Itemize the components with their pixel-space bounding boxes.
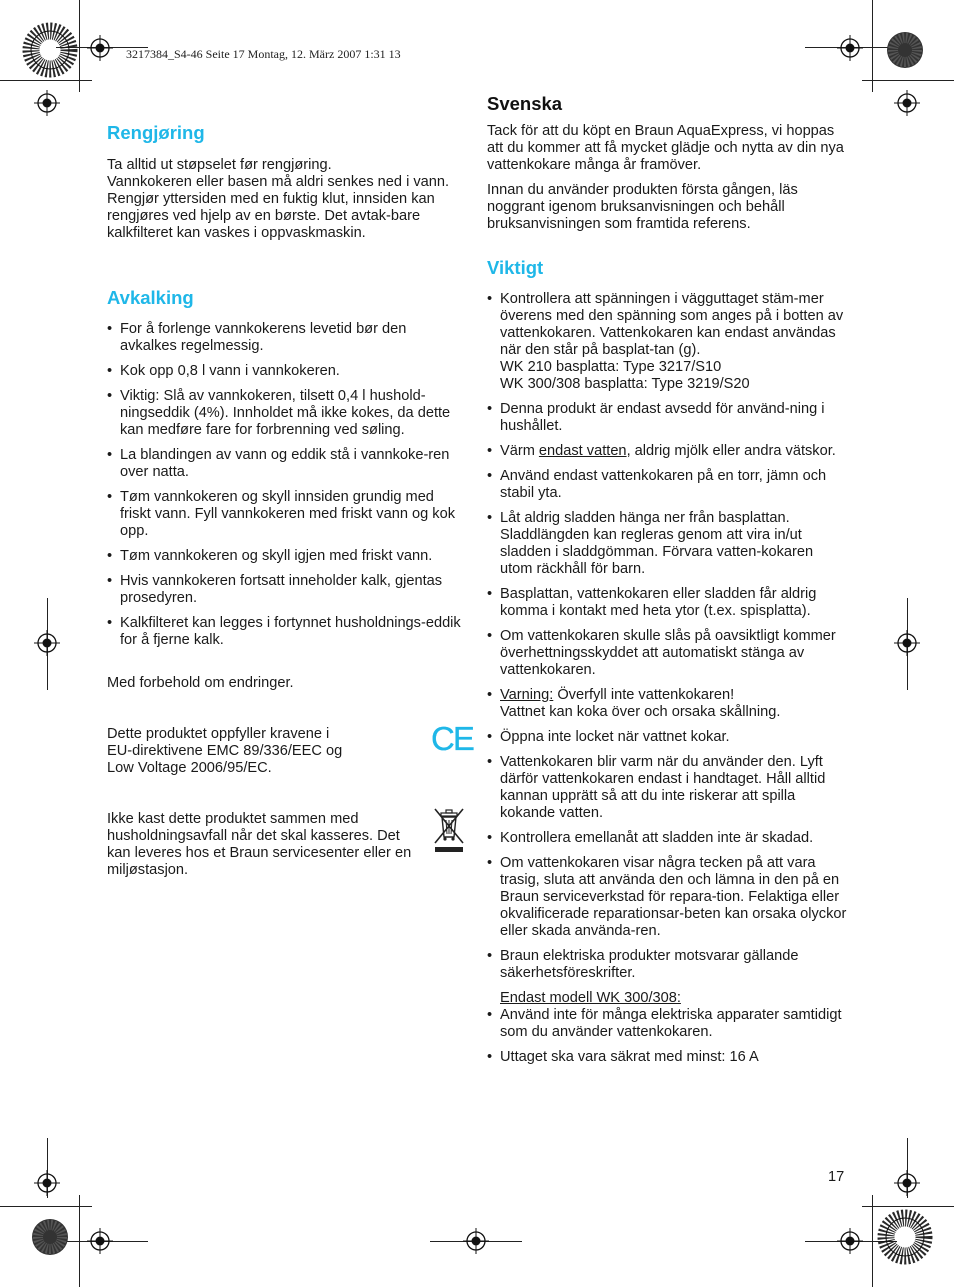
registration-target-icon xyxy=(87,1228,113,1254)
starburst-calibration-icon xyxy=(30,1217,70,1257)
list-item: • Tøm vannkokeren og skyll innsiden grundig med friskt vann. Fyll vannkokeren med friskt vann og kok opp. xyxy=(107,489,467,540)
ce-compliance-block xyxy=(107,720,473,777)
list-item-text: , aldrig mjölk eller andra vätskor. xyxy=(626,443,836,459)
list-item xyxy=(487,687,849,721)
ce-mark-icon xyxy=(431,720,473,758)
list-item: • For å forlenge vannkokerens levetid bør den avkalkes regelmessig. xyxy=(107,321,467,355)
list-item: • Denna produkt är endast avsedd för använd-ning i hushållet. xyxy=(487,401,849,435)
list-item: • Låt aldrig sladden hänga ner från basplattan. Sladdlängden kan regleras genom att vira in/ut sladden i sladdgömman. Förvara vatten-kokaren utom räckhåll för barn. xyxy=(487,510,849,578)
important-list xyxy=(487,291,849,982)
right-column xyxy=(487,93,849,1074)
descaling-heading: Avkalking xyxy=(107,287,194,308)
list-item: • Använd endast vattenkokaren på en torr, jämn och stabil yta. xyxy=(487,468,849,502)
list-item xyxy=(487,291,849,393)
list-item: • Om vattenkokaren visar några tecken på att vara trasig, sluta att använda den och lämna in den på en Braun serviceverkstad för repara-tion. Felaktiga eller okvalificerade reparationsar-beten kan orsaka olyckor eller skada använda-ren. xyxy=(487,855,849,940)
intro-paragraph-2: Innan du använder produkten första gången, läs noggrant igenom bruksanvisningen och behåll bruksanvisningen som framtida referens. xyxy=(487,182,798,232)
ce-compliance-text: Dette produktet oppfyller kravene i EU-direktivene EMC 89/336/EEC og Low Voltage 2006/95/EC. xyxy=(107,726,343,776)
starburst-calibration-icon xyxy=(885,1217,925,1257)
emphasis-underlined: endast vatten xyxy=(538,443,627,459)
registration-target-icon xyxy=(34,630,60,656)
list-item-text: Överfyll inte vattenkokaren! xyxy=(553,687,735,703)
model-note xyxy=(487,990,849,1007)
registration-target-icon xyxy=(87,35,113,61)
baseplate-type-wk300: WK 300/308 basplatta: Type 3219/S20 xyxy=(500,376,750,392)
starburst-calibration-icon xyxy=(885,30,925,70)
ce-mark-label: CE xyxy=(431,720,473,757)
crossed-out-bin-icon xyxy=(433,807,465,853)
registration-target-icon xyxy=(34,90,60,116)
registration-target-icon xyxy=(894,1170,920,1196)
language-heading: Svenska xyxy=(487,93,563,114)
registration-target-icon xyxy=(34,1170,60,1196)
page-number: 17 xyxy=(828,1169,845,1185)
list-item: • Kalkfilteret kan legges i fortynnet husholdnings-eddik for å fjerne kalk. xyxy=(107,615,467,649)
list-item: • Kok opp 0,8 l vann i vannkokeren. xyxy=(107,363,467,380)
cleaning-paragraph-1: Ta alltid ut støpselet før rengjøring. Vannkokeren eller basen må aldri senkes ned i vann. xyxy=(107,157,450,190)
disposal-text: Ikke kast dette produktet sammen med husholdningsavfall når det skal kasseres. Det kan leveres hos et Braun servicesenter eller en miljøstasjon. xyxy=(107,811,412,878)
list-item: • Vattenkokaren blir varm när du använder den. Lyft därför vattenkokaren endast i handtaget. Håll alltid kannan upprätt så att du inte riskerar att spilla kokande vatten. xyxy=(487,754,849,822)
warning-label: Varning: xyxy=(500,687,554,703)
list-item-text: Värm xyxy=(500,443,539,459)
list-item: • Om vattenkokaren skulle slås på oavsiktligt kommer överhettningsskyddet att automatiskt stänga av vattenkokaren. xyxy=(487,628,849,679)
model-specific-list xyxy=(487,1007,849,1066)
list-item: • Braun elektriska produkter motsvarar gällande säkerhetsföreskrifter. xyxy=(487,948,849,982)
starburst-calibration-icon xyxy=(30,30,70,70)
registration-target-icon xyxy=(837,35,863,61)
registration-target-icon xyxy=(894,90,920,116)
list-item-text: Vattnet kan koka över och orsaka skållning. xyxy=(500,704,781,720)
list-item: • Tøm vannkokeren og skyll igjen med friskt vann. xyxy=(107,548,467,565)
left-column xyxy=(107,122,473,879)
list-item: • Kontrollera emellanåt att sladden inte är skadad. xyxy=(487,830,849,847)
registration-target-icon xyxy=(837,1228,863,1254)
cleaning-paragraph-2: Rengjør yttersiden med en fuktig klut, innsiden kan rengjøres ved hjelp av en børste. Det avtak-bare kalkfilteret kan vaskes i oppvaskmaskin. xyxy=(107,191,435,241)
disposal-block xyxy=(107,811,467,879)
intro-paragraph-1: Tack för att du köpt en Braun AquaExpress, vi hoppas att du kommer att få mycket glädje och nytta av din nya vattenkokare många år framöver. xyxy=(487,123,844,173)
important-heading: Viktigt xyxy=(487,257,544,278)
list-item: • Viktig: Slå av vannkokeren, tilsett 0,4 l hushold-ningseddik (4%). Innholdet må ikke kokes, da dette kan medføre fare for forbrenning ved søling. xyxy=(107,388,467,439)
list-item: • Hvis vannkokeren fortsatt inneholder kalk, gjentas prosedyren. xyxy=(107,573,467,607)
list-item-text: Kontrollera att spänningen i vägguttaget stäm-mer överens med den spänning som anges på i botten av vattenkokaren. Vattenkokaren kan endast användas när den står på basplat-tan (g). xyxy=(500,291,844,358)
list-item: • Använd inte för många elektriska apparater samtidigt som du använder vattenkokaren. xyxy=(487,1007,849,1041)
registration-target-icon xyxy=(894,630,920,656)
list-item: • Öppna inte locket när vattnet kokar. xyxy=(487,729,849,746)
list-item: • Basplattan, vattenkokaren eller sladden får aldrig komma i kontakt med heta ytor (t.ex. spisplatta). xyxy=(487,586,849,620)
registration-target-icon xyxy=(463,1228,489,1254)
reservation-note: Med forbehold om endringer. xyxy=(107,675,294,691)
list-item: • Uttaget ska vara säkrat med minst: 16 A xyxy=(487,1049,849,1066)
cleaning-heading: Rengjøring xyxy=(107,122,205,143)
list-item: • La blandingen av vann og eddik stå i vannkoke-ren over natta. xyxy=(107,447,467,481)
model-note-label: Endast modell WK 300/308: xyxy=(500,990,681,1006)
print-slug: 3217384_S4-46 Seite 17 Montag, 12. März 2007 1:31 13 xyxy=(126,47,401,61)
descaling-list xyxy=(107,321,467,649)
list-item xyxy=(487,443,849,460)
baseplate-type-wk210: WK 210 basplatta: Type 3217/S10 xyxy=(500,359,722,375)
